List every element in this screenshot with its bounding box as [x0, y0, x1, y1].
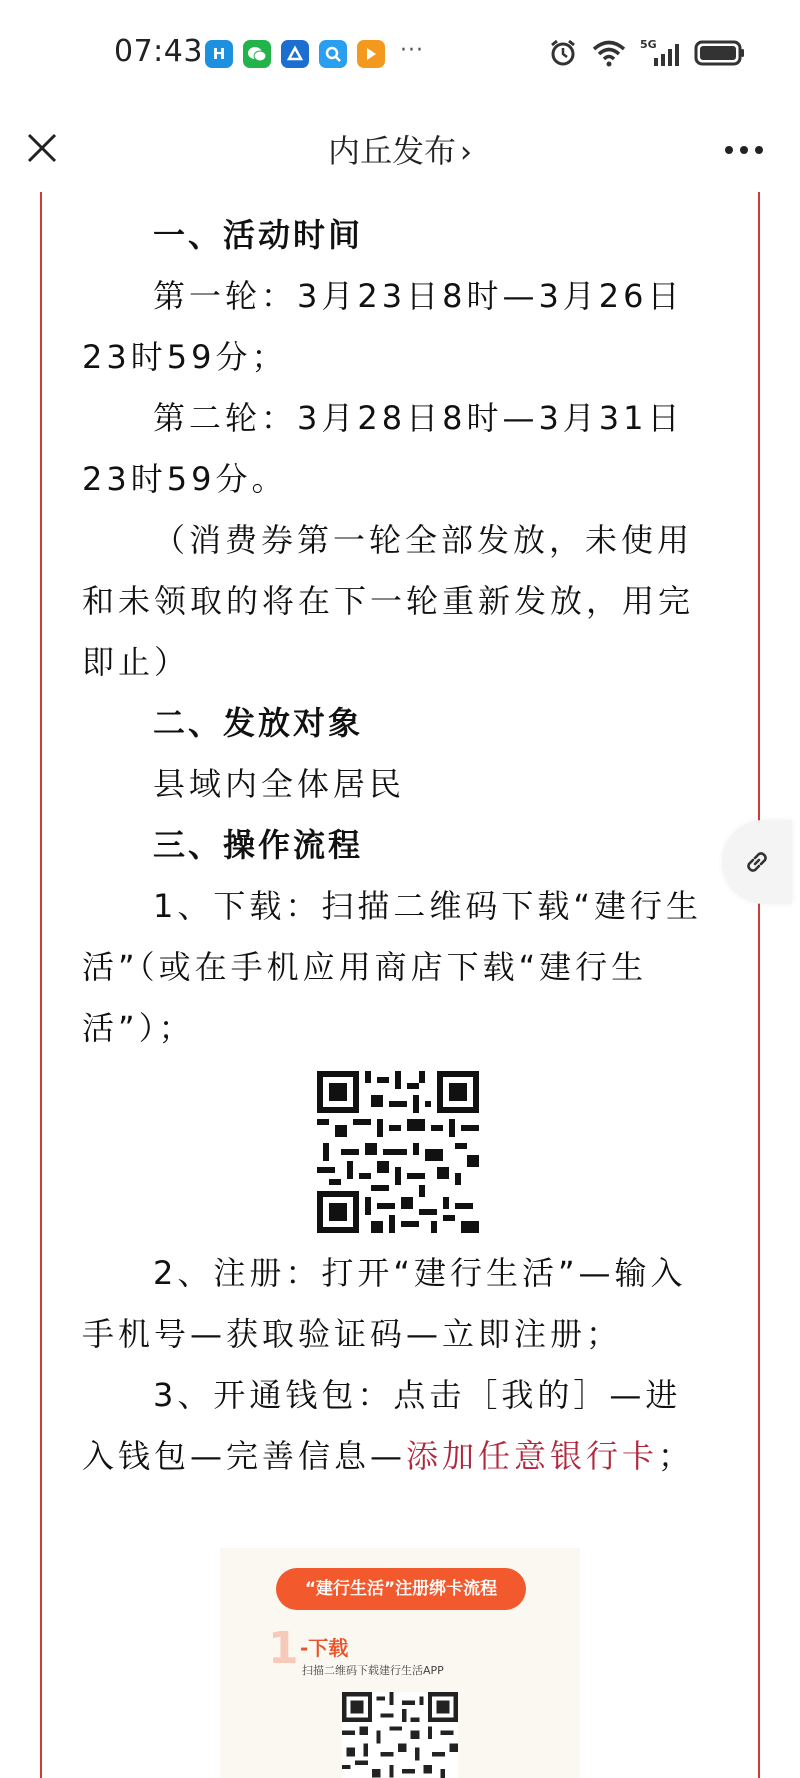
target-text: 县域内全体居民: [153, 765, 406, 803]
more-notifications-indicator: ···: [400, 38, 424, 63]
wechat-icon: [243, 40, 271, 68]
article-body: [82, 205, 714, 1487]
round-two-text: 第二轮：3月28日8时—3月31日23时59分。: [82, 399, 684, 498]
blue-app-icon: [281, 40, 309, 68]
section-heading-target: 二、发放对象: [153, 704, 364, 742]
poster-banner: “建行生活”注册绑卡流程: [276, 1568, 526, 1610]
qr-code-image: [317, 1071, 479, 1233]
add-bank-card-highlight: 添加任意银行卡: [406, 1437, 659, 1475]
step-one-text: 1、下载：扫描二维码下载“建行生活”（或在手机应用商店下载“建行生活”）；: [82, 887, 702, 1047]
registration-guide-poster[interactable]: [220, 1548, 580, 1778]
more-menu-button[interactable]: [716, 130, 772, 170]
step-two-text: 2、注册：打开“建行生活”—输入手机号—获取验证码—立即注册；: [82, 1254, 687, 1353]
poster-step-number: 1: [268, 1623, 299, 1674]
top-nav-bar: [0, 108, 800, 192]
step-three-text: [82, 1365, 714, 1487]
chevron-right-icon: ›: [460, 135, 472, 170]
poster-qr-code-image: [342, 1692, 458, 1778]
signal-icon: [640, 38, 680, 68]
step-three-prefix: 3、开通钱包：点击［我的］—进入钱包—完善信息—: [82, 1376, 682, 1475]
alarm-icon: [548, 38, 578, 68]
status-time: 07:43: [114, 34, 203, 69]
account-title-link[interactable]: [0, 126, 800, 172]
status-bar: [0, 0, 800, 108]
battery-icon: [694, 39, 746, 67]
page-title: 内丘发布: [327, 132, 456, 170]
poster-step-description: 扫描二维码下载建行生活APP: [302, 1664, 444, 1677]
more-dots-icon: [724, 145, 764, 155]
section-heading-time: 一、活动时间: [153, 216, 364, 254]
section-heading-process: 三、操作流程: [153, 826, 364, 864]
system-status-icons: [548, 38, 746, 68]
search-app-icon: [319, 40, 347, 68]
download-qr-code[interactable]: [317, 1071, 479, 1233]
poster-step-title: -下载: [300, 1636, 349, 1660]
network-type-label: 5G: [640, 38, 657, 51]
play-app-icon: [357, 40, 385, 68]
link-icon: [741, 846, 773, 878]
wifi-icon: [592, 39, 626, 67]
distribution-note: （消费券第一轮全部发放，未使用和未领取的将在下一轮重新发放，用完即止）: [82, 521, 695, 681]
step-three-suffix: ；: [658, 1437, 695, 1475]
round-one-text: 第一轮：3月23日8时—3月26日23时59分；: [82, 277, 684, 376]
app-h-icon: H: [205, 40, 233, 68]
notification-app-icons: [205, 40, 385, 68]
